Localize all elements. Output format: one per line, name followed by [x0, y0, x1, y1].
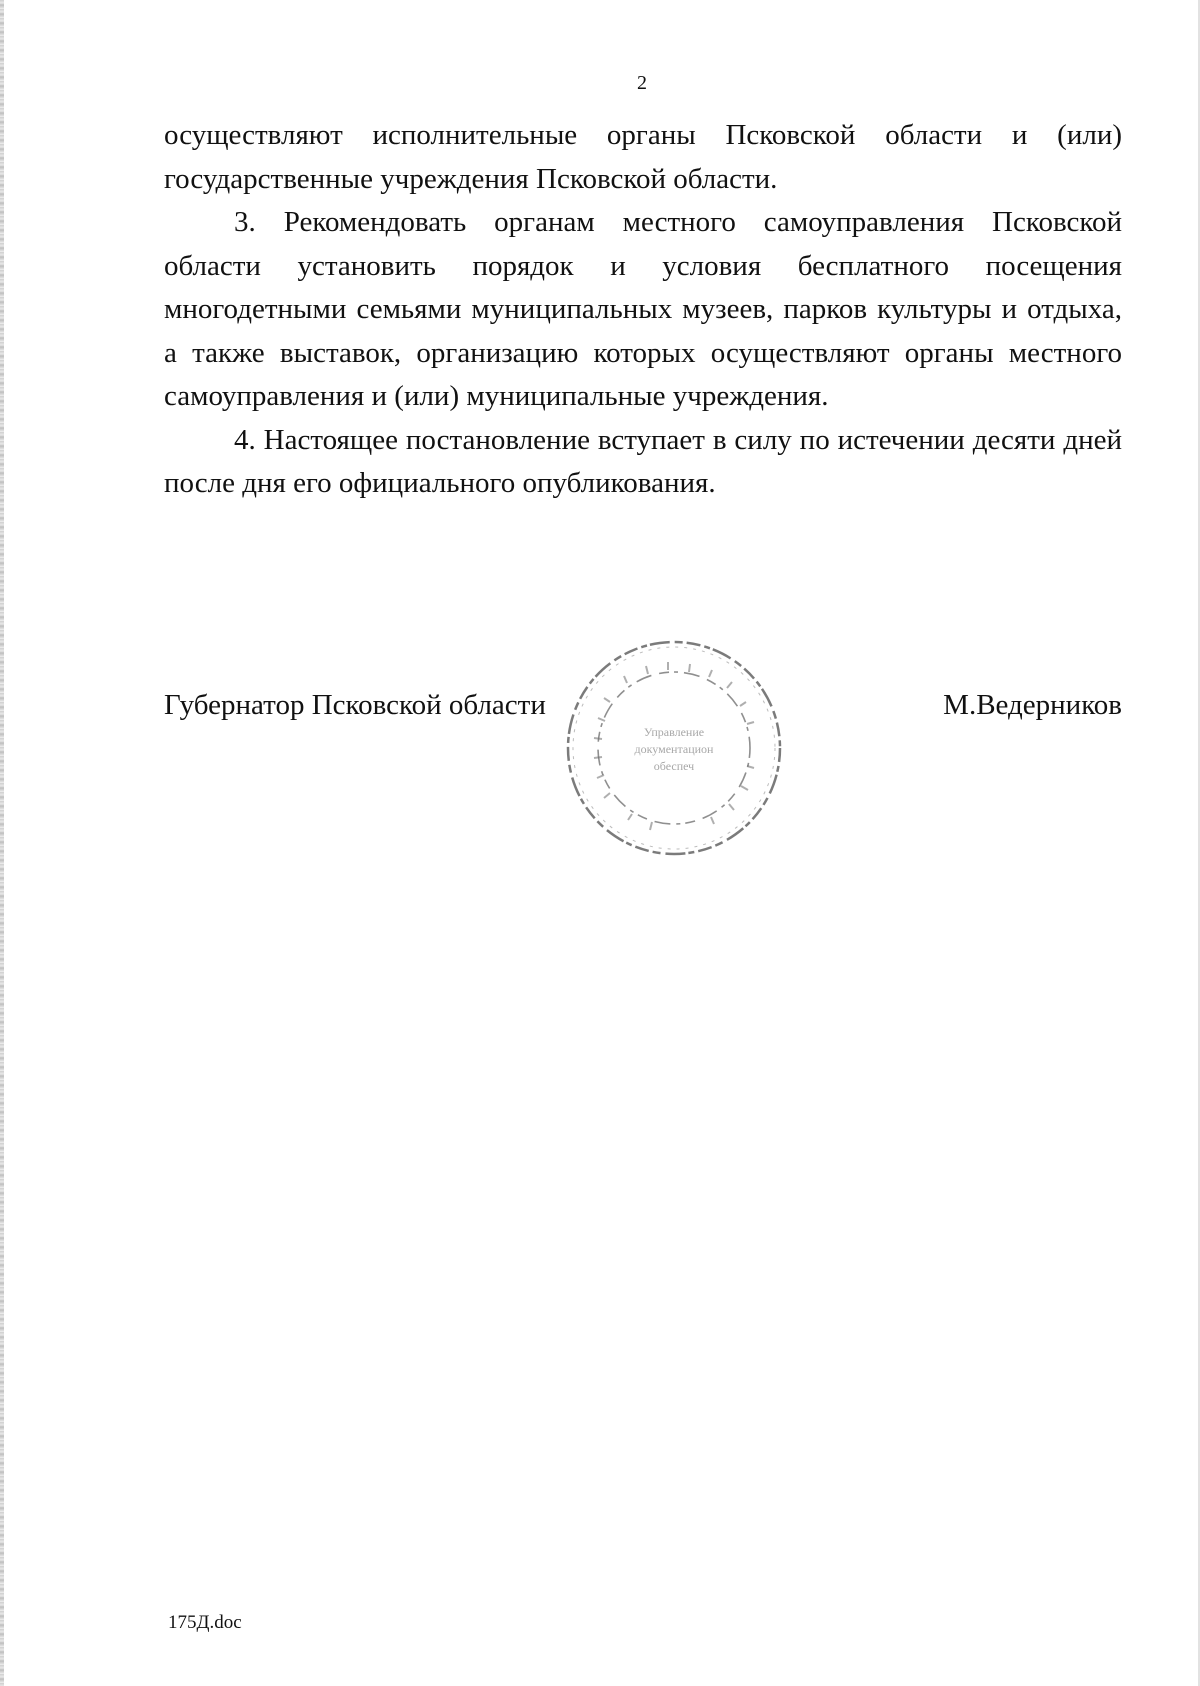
paragraph-continuation: осуществляют исполнительные органы Псковской области и (или) государственные учреждения Псковской области. — [164, 119, 1122, 195]
paragraph-item-3: 3. Рекомендовать органам местного самоуправления Псковской области установить порядок и условия бесплатного посещения многодетными семьями муниципальных музеев, парков культуры и отдыха, а также выставок, организацию которых осуществляют органы местного самоуправления и (или) муниципальные учреждения. — [164, 206, 1122, 412]
stamp-line: обеспеч — [653, 759, 695, 773]
official-stamp — [564, 638, 784, 858]
stamp-line: документацион — [634, 742, 714, 756]
stamp-line: Управление — [643, 725, 705, 739]
document-body — [164, 114, 1122, 506]
footer-file-name: 175Д.doc — [168, 1612, 242, 1633]
paragraph-item-4: 4. Настоящее постановление вступает в силу по истечении десяти дней после дня его официального опубликования. — [164, 423, 1122, 499]
scan-edge — [0, 0, 4, 1686]
signatory-name: М.Ведерников — [943, 689, 1122, 721]
signatory-title: Губернатор Псковской области — [164, 689, 546, 721]
stamp-text — [614, 724, 734, 775]
page-number: 2 — [637, 72, 647, 94]
